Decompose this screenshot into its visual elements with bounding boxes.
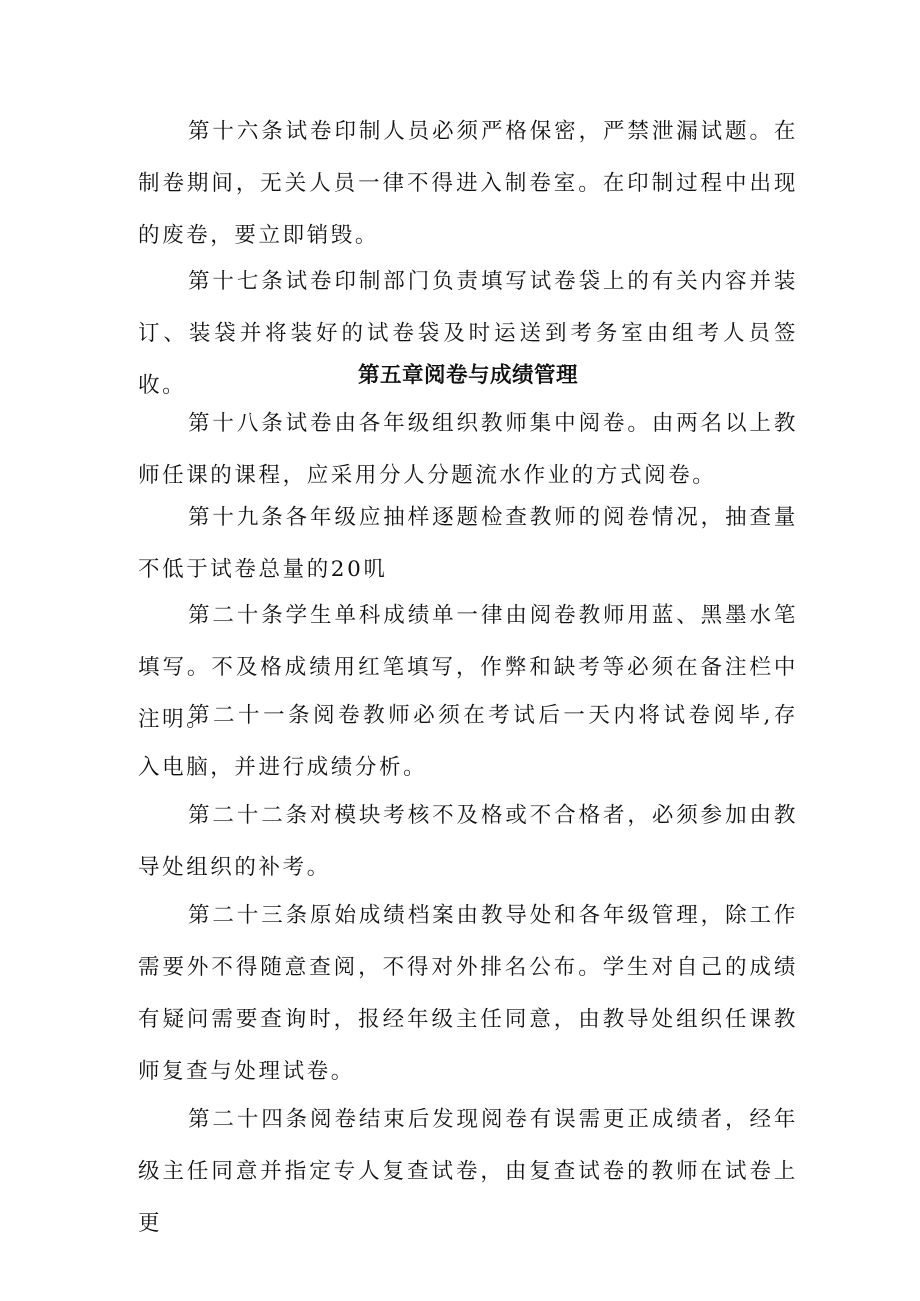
- article-22-paragraph: 第二十二条对模块考核不及格或不合格者，必须参加由教导处组织的补考。: [138, 803, 798, 880]
- chapter-heading: 第五章阅卷与成绩管理: [357, 363, 578, 388]
- article-18-paragraph: 第十八条试卷由各年级组织教师集中阅卷。由两名以上教师任课的课程，应采用分人分题流水作业的方式阅卷。: [138, 411, 798, 488]
- article-20-paragraph: 第二十条学生单科成绩单一律由阅卷教师用蓝、黑墨水笔填写。不及格成绩用红笔填写，作弊和缺考等必须在备注栏中注明。: [138, 603, 798, 732]
- article-24-paragraph: 第二十四条阅卷结束后发现阅卷有误需更正成绩者，经年级主任同意并指定专人复查试卷，由复查试卷的教师在试卷上更: [138, 1107, 798, 1236]
- article-16-paragraph: 第十六条试卷印制人员必须严格保密，严禁泄漏试题。在制卷期间，无关人员一律不得进入制卷室。在印制过程中出现的废卷，要立即销毁。: [138, 119, 798, 248]
- article-23-paragraph: 第二十三条原始成绩档案由教导处和各年级管理，除工作需要外不得随意查阅，不得对外排名公布。学生对自己的成绩有疑问需要查询时，报经年级主任同意，由教导处组织任课教师复查与处理试卷。: [138, 903, 798, 1084]
- article-21-paragraph: 第二十一条阅卷教师必须在考试后一天内将试卷阅毕,存入电脑，并进行成绩分析。: [138, 703, 798, 780]
- article-19-paragraph: 第十九条各年级应抽样逐题检查教师的阅卷情况，抽查量不低于试卷总量的20叽: [138, 505, 798, 582]
- article-17-paragraph: 第十七条试卷印制部门负责填写试卷袋上的有关内容并装订、装袋并将装好的试卷袋及时运送到考务室由组考人员签收。: [138, 269, 798, 398]
